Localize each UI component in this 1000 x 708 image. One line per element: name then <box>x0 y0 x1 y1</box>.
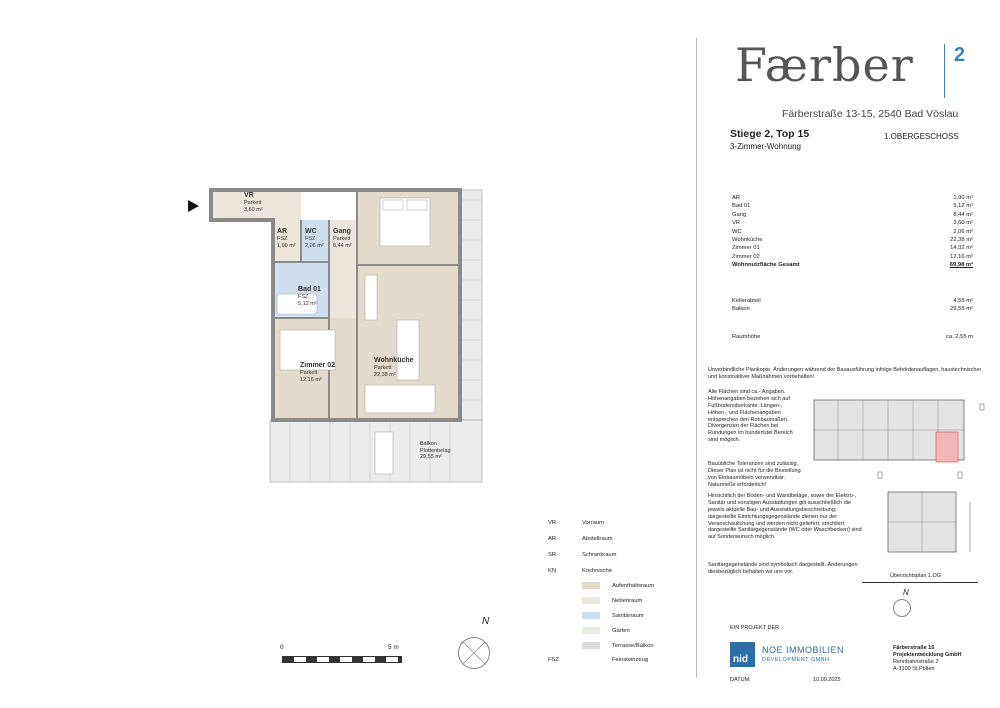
vr-floor: Parkett <box>244 200 262 207</box>
legend-item-fsz <box>548 657 648 663</box>
brand-address: Färberstraße 13-15, 2540 Bad Vöslau <box>782 108 959 120</box>
wc-floor: FSZ <box>305 236 316 243</box>
ar-area: 1,90 m² <box>277 242 296 249</box>
legend-text: Schrankraum <box>582 552 617 558</box>
balkon-area: 29,55 m² <box>420 454 442 461</box>
legend-text: Sanitärraum <box>612 612 644 619</box>
legend-abbr: FSZ <box>548 657 559 663</box>
date-label: DATUM: <box>730 677 751 683</box>
height-row <box>732 333 973 341</box>
legend-item-ar <box>548 536 613 542</box>
area-table <box>732 194 973 270</box>
room-label-bad <box>298 286 321 308</box>
swatch <box>582 642 600 649</box>
area-value: 1,90 m² <box>953 195 973 201</box>
gang-area: 8,44 m² <box>333 242 352 249</box>
height-value: ca. 2,55 m <box>945 334 973 340</box>
legend-swatch-neben <box>548 597 642 604</box>
gang-floor: Parkett <box>333 236 351 243</box>
brand-number: 2 <box>954 44 966 66</box>
total-name: Wohnnutzfläche Gesamt <box>732 262 800 269</box>
company-name-2: DEVELOPMENT GMBH <box>762 657 830 663</box>
total-value: 69,98 m² <box>949 262 973 269</box>
bad-name: Bad 01 <box>298 286 321 293</box>
legend-text: Abstellraum <box>582 536 613 542</box>
legend-abbr: KN <box>548 568 557 574</box>
unit-title: Stiege 2, Top 15 <box>730 128 810 140</box>
bad-area: 5,12 m² <box>298 300 317 307</box>
balkon-floor: Plattenbelag <box>420 447 451 454</box>
area-name: Gang <box>732 211 747 218</box>
legend-abbr: SR <box>548 552 557 558</box>
swatch <box>582 597 600 604</box>
note-tolerances: Bauübliche Toleranzen sind zulässig. Dieser Plan ist nicht für die Bestellung von Einbaumöbeln verwendbar. Naturmeße erforderlich! <box>708 461 801 488</box>
divider <box>696 38 697 678</box>
brand-logo <box>735 38 914 92</box>
ar-floor: FSZ <box>277 236 288 243</box>
addr-line-4: A-3100 St.Pölten <box>893 665 935 672</box>
note-disclaimer: Unverbindliche Plankopie. Änderungen während der Bauausführung infolge Behördenauflagen, haustechnischer und konstruktiver Maßnahmen vorbehalten! <box>708 367 982 380</box>
extra-value: 29,55 m² <box>950 306 973 313</box>
scale-start: 0 <box>280 644 284 651</box>
note-areas: Alle Flächen sind ca.- Angaben. Höhenangaben beziehen sich auf Fußbodenoberkante. Längen-, Höhen-, und Flächenangaben entsprechen den Rohbaumaßen. Divergenzen der Flächen bei Rundungen im hundertstel Bereich sind möglich. <box>708 389 793 444</box>
nid-logo-text: nid <box>733 654 748 665</box>
area-value: 14,32 m² <box>950 245 973 252</box>
extra-value: 4,55 m² <box>953 298 973 304</box>
note-equipment: Hinsichtlich der Boden- und Wandbeläge, sowie der Elektro-, Sanitär und sonstigen Ausstattungen gilt ausschließlich die jeweils aktuelle Bau- und Ausstattungsbeschreibung; dargestellte Einrichtungsgegenstände dienen nur der Veranschaulichung und werden nicht geliefert; strichliert dargestellte Sanitärgegenstände (WC oder Waschbecken) sind auf Sonderwunsch möglich. <box>708 493 862 541</box>
developer-address <box>893 645 961 673</box>
room-label-gang <box>333 228 352 250</box>
room-label-balkon <box>420 441 451 461</box>
area-row <box>732 236 973 244</box>
compass-icon <box>458 637 490 669</box>
height-name: Raumhöhe <box>732 334 761 340</box>
area-name: WC <box>732 228 742 235</box>
note-sanitary: Sanitärgegenstände sind symbolisch dargestellt. Änderungen diesbezüglich behalten wir uns vor. <box>708 562 858 575</box>
area-row <box>732 219 973 227</box>
area-row <box>732 244 973 252</box>
legend-text: Kochnische <box>582 568 612 574</box>
unit-floor: 1.OBERGESCHOSS <box>884 132 959 141</box>
wohnkueche-floor: Parkett <box>374 365 392 372</box>
overview-caption-line <box>862 582 978 583</box>
area-name: Zimmer 01 <box>732 245 760 252</box>
area-value: 5,12 m² <box>953 203 973 210</box>
addr-line-2: Projektentwicklung GmbH <box>893 651 962 658</box>
scale-ruler <box>282 656 402 663</box>
north-label-plan: N <box>482 616 490 627</box>
zimmer02-name: Zimmer 02 <box>300 362 336 369</box>
area-name: Bad 01 <box>732 203 751 210</box>
area-name: VR <box>732 220 741 227</box>
wohnkueche-area: 22,38 m² <box>374 371 396 378</box>
swatch <box>582 582 600 589</box>
extras-table <box>732 297 973 314</box>
legend-text: Aufenthaltsraum <box>612 582 655 589</box>
legend-text: Garten <box>612 627 630 634</box>
swatch <box>582 612 600 619</box>
legend-text: Nebenraum <box>612 597 643 604</box>
north-label-overview: N <box>903 588 909 597</box>
swatch <box>582 627 600 634</box>
overview-plan <box>808 392 988 567</box>
room-label-wc <box>305 228 324 250</box>
ar-name: AR <box>277 228 288 235</box>
legend-abbr: AR <box>548 536 557 542</box>
extra-name: Kellerabteil <box>732 298 761 304</box>
balkon-name: Balkon <box>420 441 437 447</box>
area-row <box>732 253 973 261</box>
vr-area: 3,60 m² <box>244 206 263 213</box>
zimmer02-floor: Parkett <box>300 370 318 377</box>
bad-floor: FSZ <box>298 294 309 301</box>
overview-plan-drawing <box>808 392 988 567</box>
area-value: 2,06 m² <box>953 228 973 235</box>
legend-item-vr <box>548 520 604 526</box>
area-name: Wohnküche <box>732 237 763 244</box>
brand-name: Færber <box>735 38 914 92</box>
area-name: AR <box>732 195 741 201</box>
entrance-arrow <box>188 200 199 212</box>
gang-name: Gang <box>333 228 351 235</box>
legend-item-sr <box>548 552 616 558</box>
unit-subtitle: 3-Zimmer-Wohnung <box>730 142 801 151</box>
area-value: 12,16 m² <box>950 253 973 260</box>
room-label-zimmer02 <box>300 362 335 384</box>
area-row <box>732 202 973 210</box>
legend-swatch-terrasse <box>548 642 654 649</box>
date-value: 10.09.2025 <box>813 677 841 683</box>
area-row <box>732 211 973 219</box>
room-label-ar <box>277 228 296 250</box>
extra-row <box>732 297 973 305</box>
room-label-wohnkueche <box>374 357 414 379</box>
area-row <box>732 228 973 236</box>
legend-abbr: VR <box>548 520 557 526</box>
area-total-row <box>732 261 973 269</box>
addr-line-1: Färberstraße 15 <box>893 645 935 651</box>
extra-name: Balkon <box>732 306 750 313</box>
area-value: 22,38 m² <box>950 237 973 244</box>
wohnkueche-name: Wohnküche <box>374 357 414 364</box>
brand-bar <box>944 44 945 98</box>
overview-caption: Übersichtsplan 1.OG <box>890 573 942 579</box>
area-value: 8,44 m² <box>953 211 973 218</box>
area-row <box>732 194 973 202</box>
extra-row <box>732 305 973 313</box>
compass-small-icon <box>893 599 911 617</box>
wc-area: 2,06 m² <box>305 242 324 249</box>
legend-swatch-sanitaer <box>548 612 644 619</box>
legend-item-kn <box>548 568 612 574</box>
area-name: Zimmer 02 <box>732 253 760 260</box>
zimmer02-area: 12,16 m² <box>300 376 322 383</box>
nid-logo <box>730 642 755 667</box>
scale-end: 5 m <box>388 644 399 651</box>
addr-line-3: Rennbahnstraße 2 <box>893 658 939 665</box>
company-name-1: NOE IMMOBILIEN <box>762 645 845 655</box>
legend-swatch-garten <box>548 627 630 634</box>
room-label-vr <box>244 192 263 214</box>
wc-name: WC <box>305 228 317 235</box>
area-value: 3,60 m² <box>953 220 973 227</box>
legend-swatch-aufenthalt <box>548 582 654 589</box>
legend-text: Feinsteinzeug <box>612 657 649 663</box>
project-label: EIN PROJEKT DER <box>730 625 780 631</box>
vr-name: VR <box>244 192 254 199</box>
legend-text: Vorraum <box>582 520 604 526</box>
legend-text: Terrasse/Balkon <box>612 642 654 649</box>
